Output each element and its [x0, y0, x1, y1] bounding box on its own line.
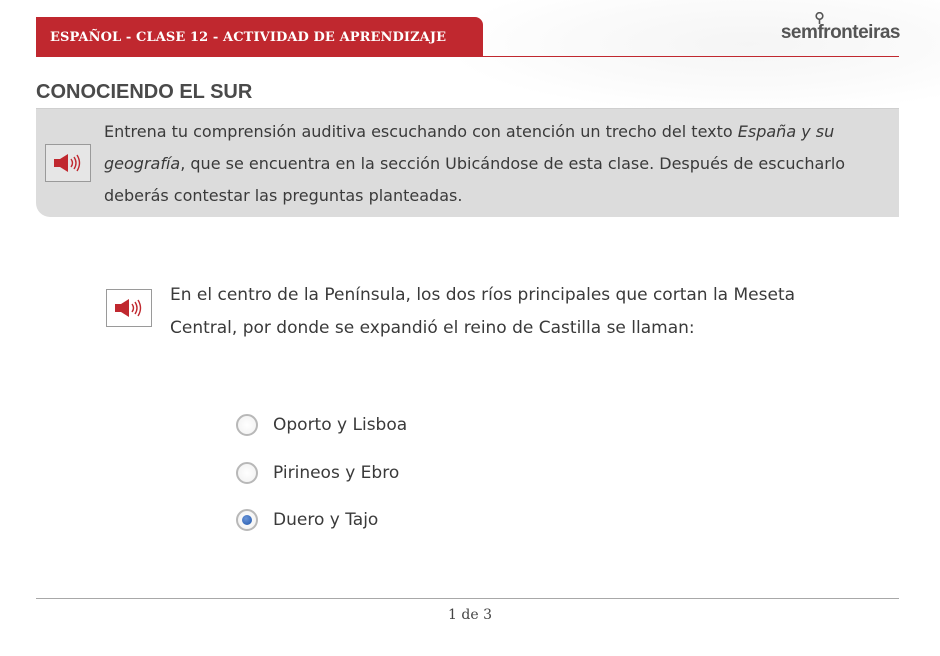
speaker-icon: [52, 152, 84, 174]
page-indicator: 1 de 3: [448, 607, 492, 623]
question-audio-button[interactable]: [106, 289, 152, 327]
answer-option-label: Duero y Tajo: [273, 510, 379, 530]
radio-button-unselected[interactable]: [236, 414, 258, 436]
activity-header-bar: [36, 17, 483, 57]
radio-button-selected[interactable]: [236, 509, 258, 531]
activity-header-title: ESPAÑOL - CLASE 12 - ACTIVIDAD DE APRENDIZAJE: [50, 29, 447, 45]
answer-option-1[interactable]: [236, 411, 407, 439]
map-watermark: [460, 0, 940, 110]
section-title: CONOCIENDO EL SUR: [36, 81, 253, 103]
header-divider: [483, 56, 899, 57]
answer-option-3[interactable]: [236, 506, 378, 534]
location-pin-icon: [815, 12, 824, 24]
speaker-icon: [113, 297, 145, 319]
brand-name: semfronteiras: [780, 22, 900, 43]
question-text: En el centro de la Península, los dos ríos principales que cortan la Meseta Central, por donde se expandió el reino de Castilla se llaman:: [170, 285, 796, 338]
instructions-text-start: Entrena tu comprensión auditiva escuchando con atención un trecho del texto: [104, 122, 738, 141]
instructions-text-italic: España y su geografía: [104, 122, 835, 173]
radio-selected-dot: [242, 515, 252, 525]
instructions-text: [104, 116, 890, 212]
answer-option-label: Oporto y Lisboa: [273, 415, 408, 435]
answer-option-label: Pirineos y Ebro: [273, 463, 400, 483]
instructions-audio-button[interactable]: [45, 144, 91, 182]
answer-option-2[interactable]: [236, 459, 399, 487]
footer-divider: [36, 598, 899, 599]
instructions-text-end: , que se encuentra en la sección Ubicándose de esta clase. Después de escucharlo deberás contestar las preguntas planteadas.: [104, 154, 846, 205]
brand-logo: [781, 22, 900, 44]
radio-button-unselected[interactable]: [236, 462, 258, 484]
